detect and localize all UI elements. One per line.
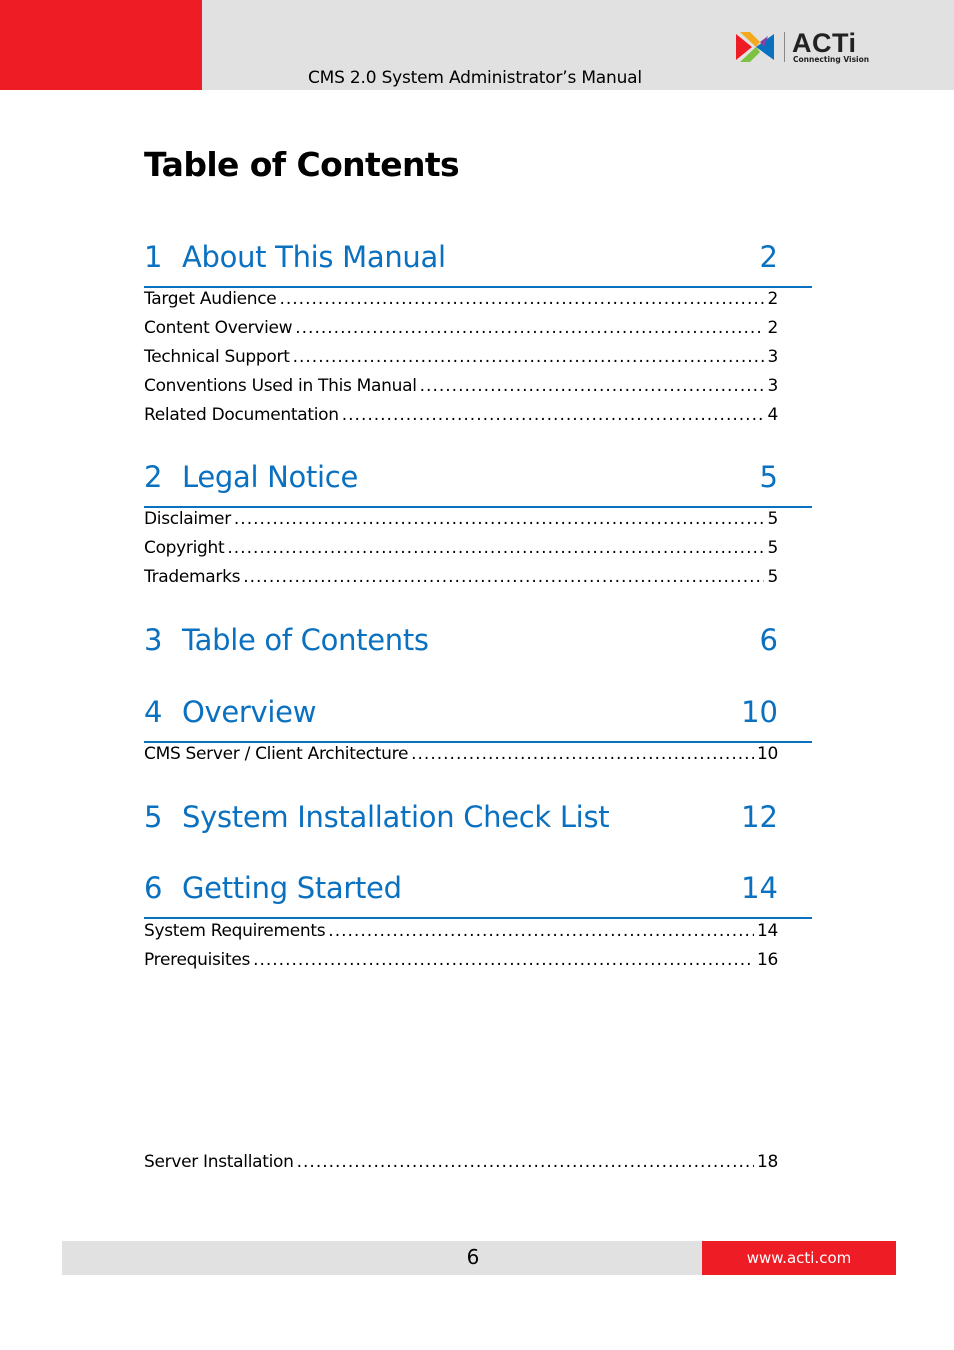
entry-page: 4 bbox=[767, 405, 778, 425]
toc-chapter-1[interactable] bbox=[144, 234, 812, 288]
toc-entry[interactable] bbox=[144, 376, 778, 398]
dot-leader bbox=[297, 1152, 754, 1172]
entry-label: Trademarks bbox=[144, 567, 241, 587]
entry-label: Prerequisites bbox=[144, 950, 251, 970]
chapter-title: Overview bbox=[182, 695, 317, 729]
chapter-title: Getting Started bbox=[182, 871, 402, 905]
entry-page: 3 bbox=[767, 376, 778, 396]
logo-separator bbox=[784, 32, 785, 62]
toc-chapter-4[interactable] bbox=[144, 689, 812, 743]
chapter-page: 5 bbox=[759, 460, 778, 494]
chapter-page: 12 bbox=[741, 800, 778, 834]
dot-leader bbox=[234, 509, 765, 529]
toc-entry[interactable] bbox=[144, 950, 778, 972]
entry-page: 2 bbox=[767, 289, 778, 309]
entry-label: System Requirements bbox=[144, 921, 326, 941]
toc-chapter-2[interactable] bbox=[144, 454, 812, 508]
toc-entry[interactable] bbox=[144, 744, 778, 766]
chapter-number: 6 bbox=[144, 871, 163, 905]
dot-leader bbox=[420, 376, 765, 396]
dot-leader bbox=[227, 538, 764, 558]
entry-page: 2 bbox=[767, 318, 778, 338]
entry-label: Content Overview bbox=[144, 318, 293, 338]
toc-entry[interactable] bbox=[144, 509, 778, 531]
chapter-title: About This Manual bbox=[182, 240, 446, 274]
entry-page: 3 bbox=[767, 347, 778, 367]
entry-label: Copyright bbox=[144, 538, 225, 558]
chapter-page: 6 bbox=[759, 623, 778, 657]
toc-chapter-3[interactable] bbox=[144, 617, 812, 669]
chapter-page: 14 bbox=[741, 871, 778, 905]
chapter-number: 4 bbox=[144, 695, 163, 729]
logo-tagline: Connecting Vision bbox=[793, 55, 870, 64]
dot-leader bbox=[279, 289, 764, 309]
chapter-number: 2 bbox=[144, 460, 163, 494]
acti-logo-icon bbox=[734, 30, 778, 64]
toc-chapter-6[interactable] bbox=[144, 865, 812, 919]
dot-leader bbox=[293, 347, 765, 367]
toc-entry[interactable] bbox=[144, 1152, 778, 1174]
chapter-title: System Installation Check List bbox=[182, 800, 610, 834]
toc-entry[interactable] bbox=[144, 289, 778, 311]
entry-page: 18 bbox=[756, 1152, 778, 1172]
dot-leader bbox=[328, 921, 754, 941]
entry-label: Target Audience bbox=[144, 289, 277, 309]
website-link[interactable]: www.acti.com bbox=[746, 1249, 852, 1267]
document-title: CMS 2.0 System Administrator’s Manual bbox=[308, 68, 642, 88]
entry-page: 10 bbox=[756, 744, 778, 764]
toc-entry[interactable] bbox=[144, 405, 778, 427]
chapter-number: 5 bbox=[144, 800, 163, 834]
header-red-block bbox=[0, 0, 202, 90]
entry-label: Related Documentation bbox=[144, 405, 339, 425]
dot-leader bbox=[295, 318, 764, 338]
chapter-number: 3 bbox=[144, 623, 163, 657]
entry-page: 5 bbox=[767, 567, 778, 587]
entry-label: Server Installation bbox=[144, 1152, 294, 1172]
toc-entry[interactable] bbox=[144, 318, 778, 340]
toc-entry[interactable] bbox=[144, 567, 778, 589]
entry-label: Conventions Used in This Manual bbox=[144, 376, 417, 396]
acti-logo bbox=[734, 30, 874, 70]
chapter-title: Table of Contents bbox=[182, 623, 429, 657]
page-number: 6 bbox=[466, 1245, 480, 1269]
entry-label: CMS Server / Client Architecture bbox=[144, 744, 409, 764]
chapter-page: 2 bbox=[759, 240, 778, 274]
entry-page: 5 bbox=[767, 538, 778, 558]
toc-chapter-5[interactable] bbox=[144, 794, 812, 846]
toc-entry[interactable] bbox=[144, 921, 778, 943]
page-title: Table of Contents bbox=[144, 145, 460, 184]
toc-entry[interactable] bbox=[144, 347, 778, 369]
toc-entry[interactable] bbox=[144, 538, 778, 560]
entry-label: Disclaimer bbox=[144, 509, 231, 529]
entry-page: 16 bbox=[756, 950, 778, 970]
dot-leader bbox=[253, 950, 754, 970]
chapter-number: 1 bbox=[144, 240, 163, 274]
entry-page: 5 bbox=[767, 509, 778, 529]
chapter-title: Legal Notice bbox=[182, 460, 358, 494]
dot-leader bbox=[411, 744, 754, 764]
dot-leader bbox=[243, 567, 764, 587]
logo-wordmark: ACTi bbox=[792, 28, 857, 58]
dot-leader bbox=[342, 405, 765, 425]
entry-page: 14 bbox=[756, 921, 778, 941]
entry-label: Technical Support bbox=[144, 347, 290, 367]
chapter-page: 10 bbox=[741, 695, 778, 729]
